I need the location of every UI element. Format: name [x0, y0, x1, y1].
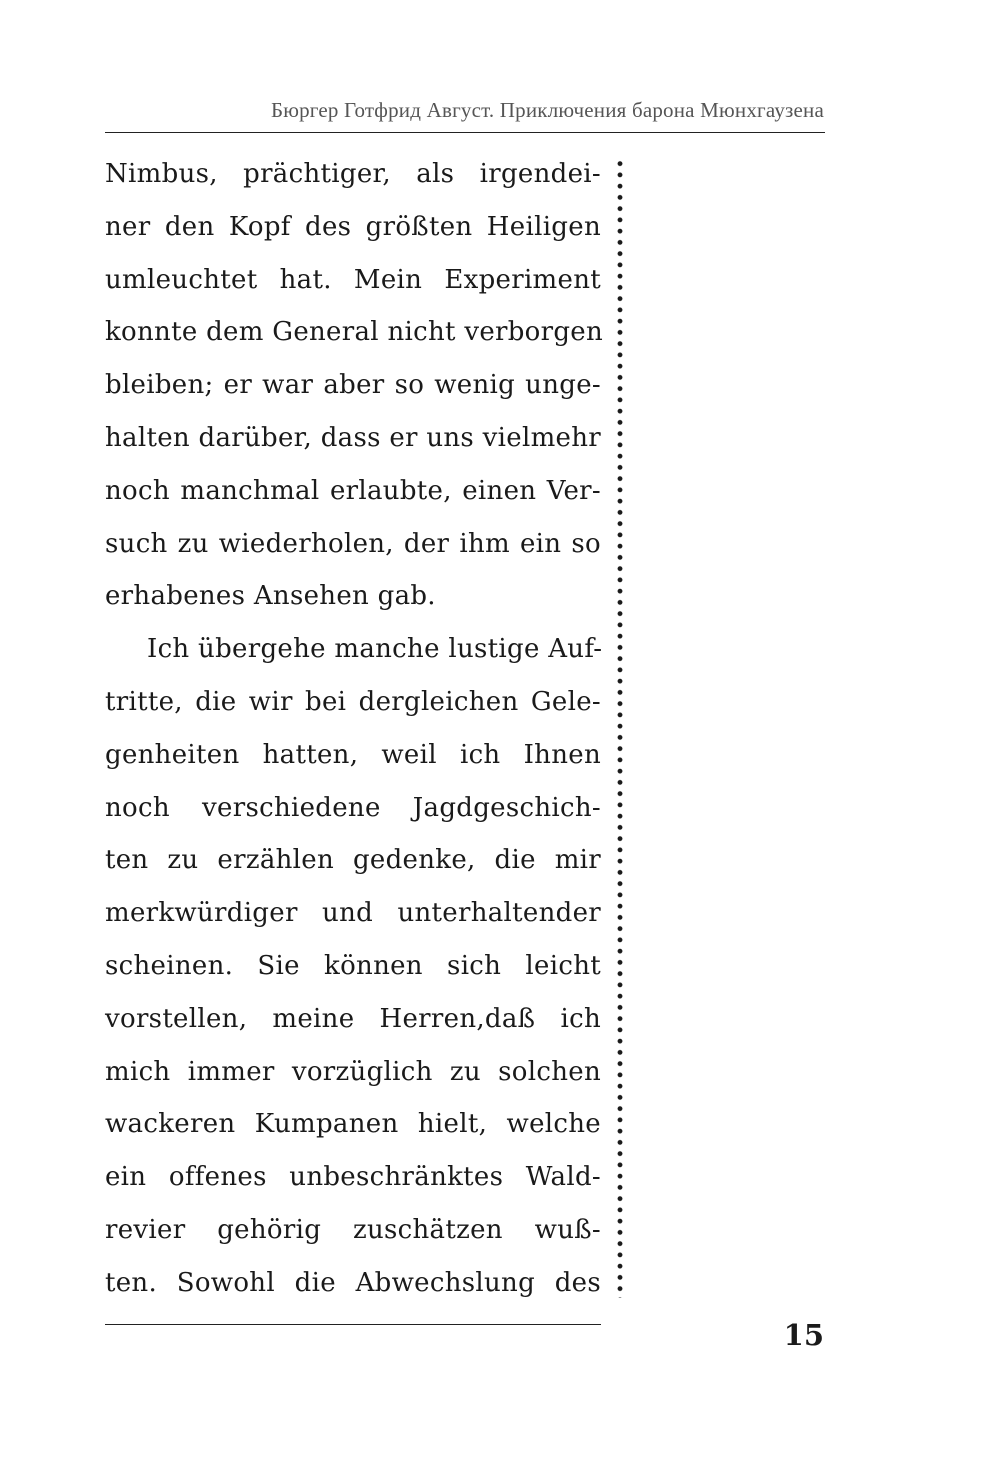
- text-line: noch manchmal erlaubte, einen Ver-: [105, 475, 601, 506]
- text-line: bleiben; er war aber so wenig unge-: [105, 370, 601, 401]
- dotted-margin-rule: [616, 158, 624, 1298]
- text-line: konnte dem General nicht verborgen: [105, 317, 604, 348]
- text-line: wackeren Kumpanen hielt, welche: [105, 1109, 601, 1140]
- text-line: halten darüber, dass er uns vielmehr: [105, 422, 601, 453]
- page-number: 15: [783, 1318, 824, 1352]
- body-text: [105, 148, 604, 1310]
- text-line: ten zu erzählen gedenke, die mir: [105, 845, 601, 876]
- text-line: noch verschiedene Jagdgeschich-: [105, 792, 601, 823]
- header-rule: [105, 132, 825, 133]
- text-line: ein offenes unbeschränktes Wald-: [105, 1162, 601, 1193]
- text-line: such zu wiederholen, der ihm ein so: [105, 528, 601, 559]
- text-line: erhabenes Ansehen gab.: [105, 581, 436, 612]
- text-line: revier gehörig zuschätzen wuß-: [105, 1214, 601, 1245]
- text-line: Nimbus, prächtiger, als irgendei-: [105, 159, 601, 189]
- text-line: Ich übergehe manche lustige Auf-: [147, 634, 603, 665]
- text-line: genheiten hatten, weil ich Ihnen: [105, 739, 601, 770]
- text-line: ten. Sowohl die Abwechslung des: [105, 1267, 601, 1298]
- text-line: ner den Kopf des größten Heiligen: [105, 211, 601, 242]
- text-line: umleuchtet hat. Mein Experiment: [105, 264, 601, 295]
- text-line: merkwürdiger und unterhaltender: [105, 898, 601, 929]
- running-header: Бюргер Готфрид Август. Приключения барона Мюнхгаузена: [270, 98, 824, 122]
- text-line: tritte, die wir bei dergleichen Gele-: [105, 686, 601, 717]
- text-line: scheinen. Sie können sich leicht: [105, 950, 601, 981]
- text-line: vorstellen, meine Herren,daß ich: [105, 1003, 601, 1034]
- text-line: mich immer vorzüglich zu solchen: [105, 1056, 601, 1087]
- footer-rule: [105, 1324, 601, 1325]
